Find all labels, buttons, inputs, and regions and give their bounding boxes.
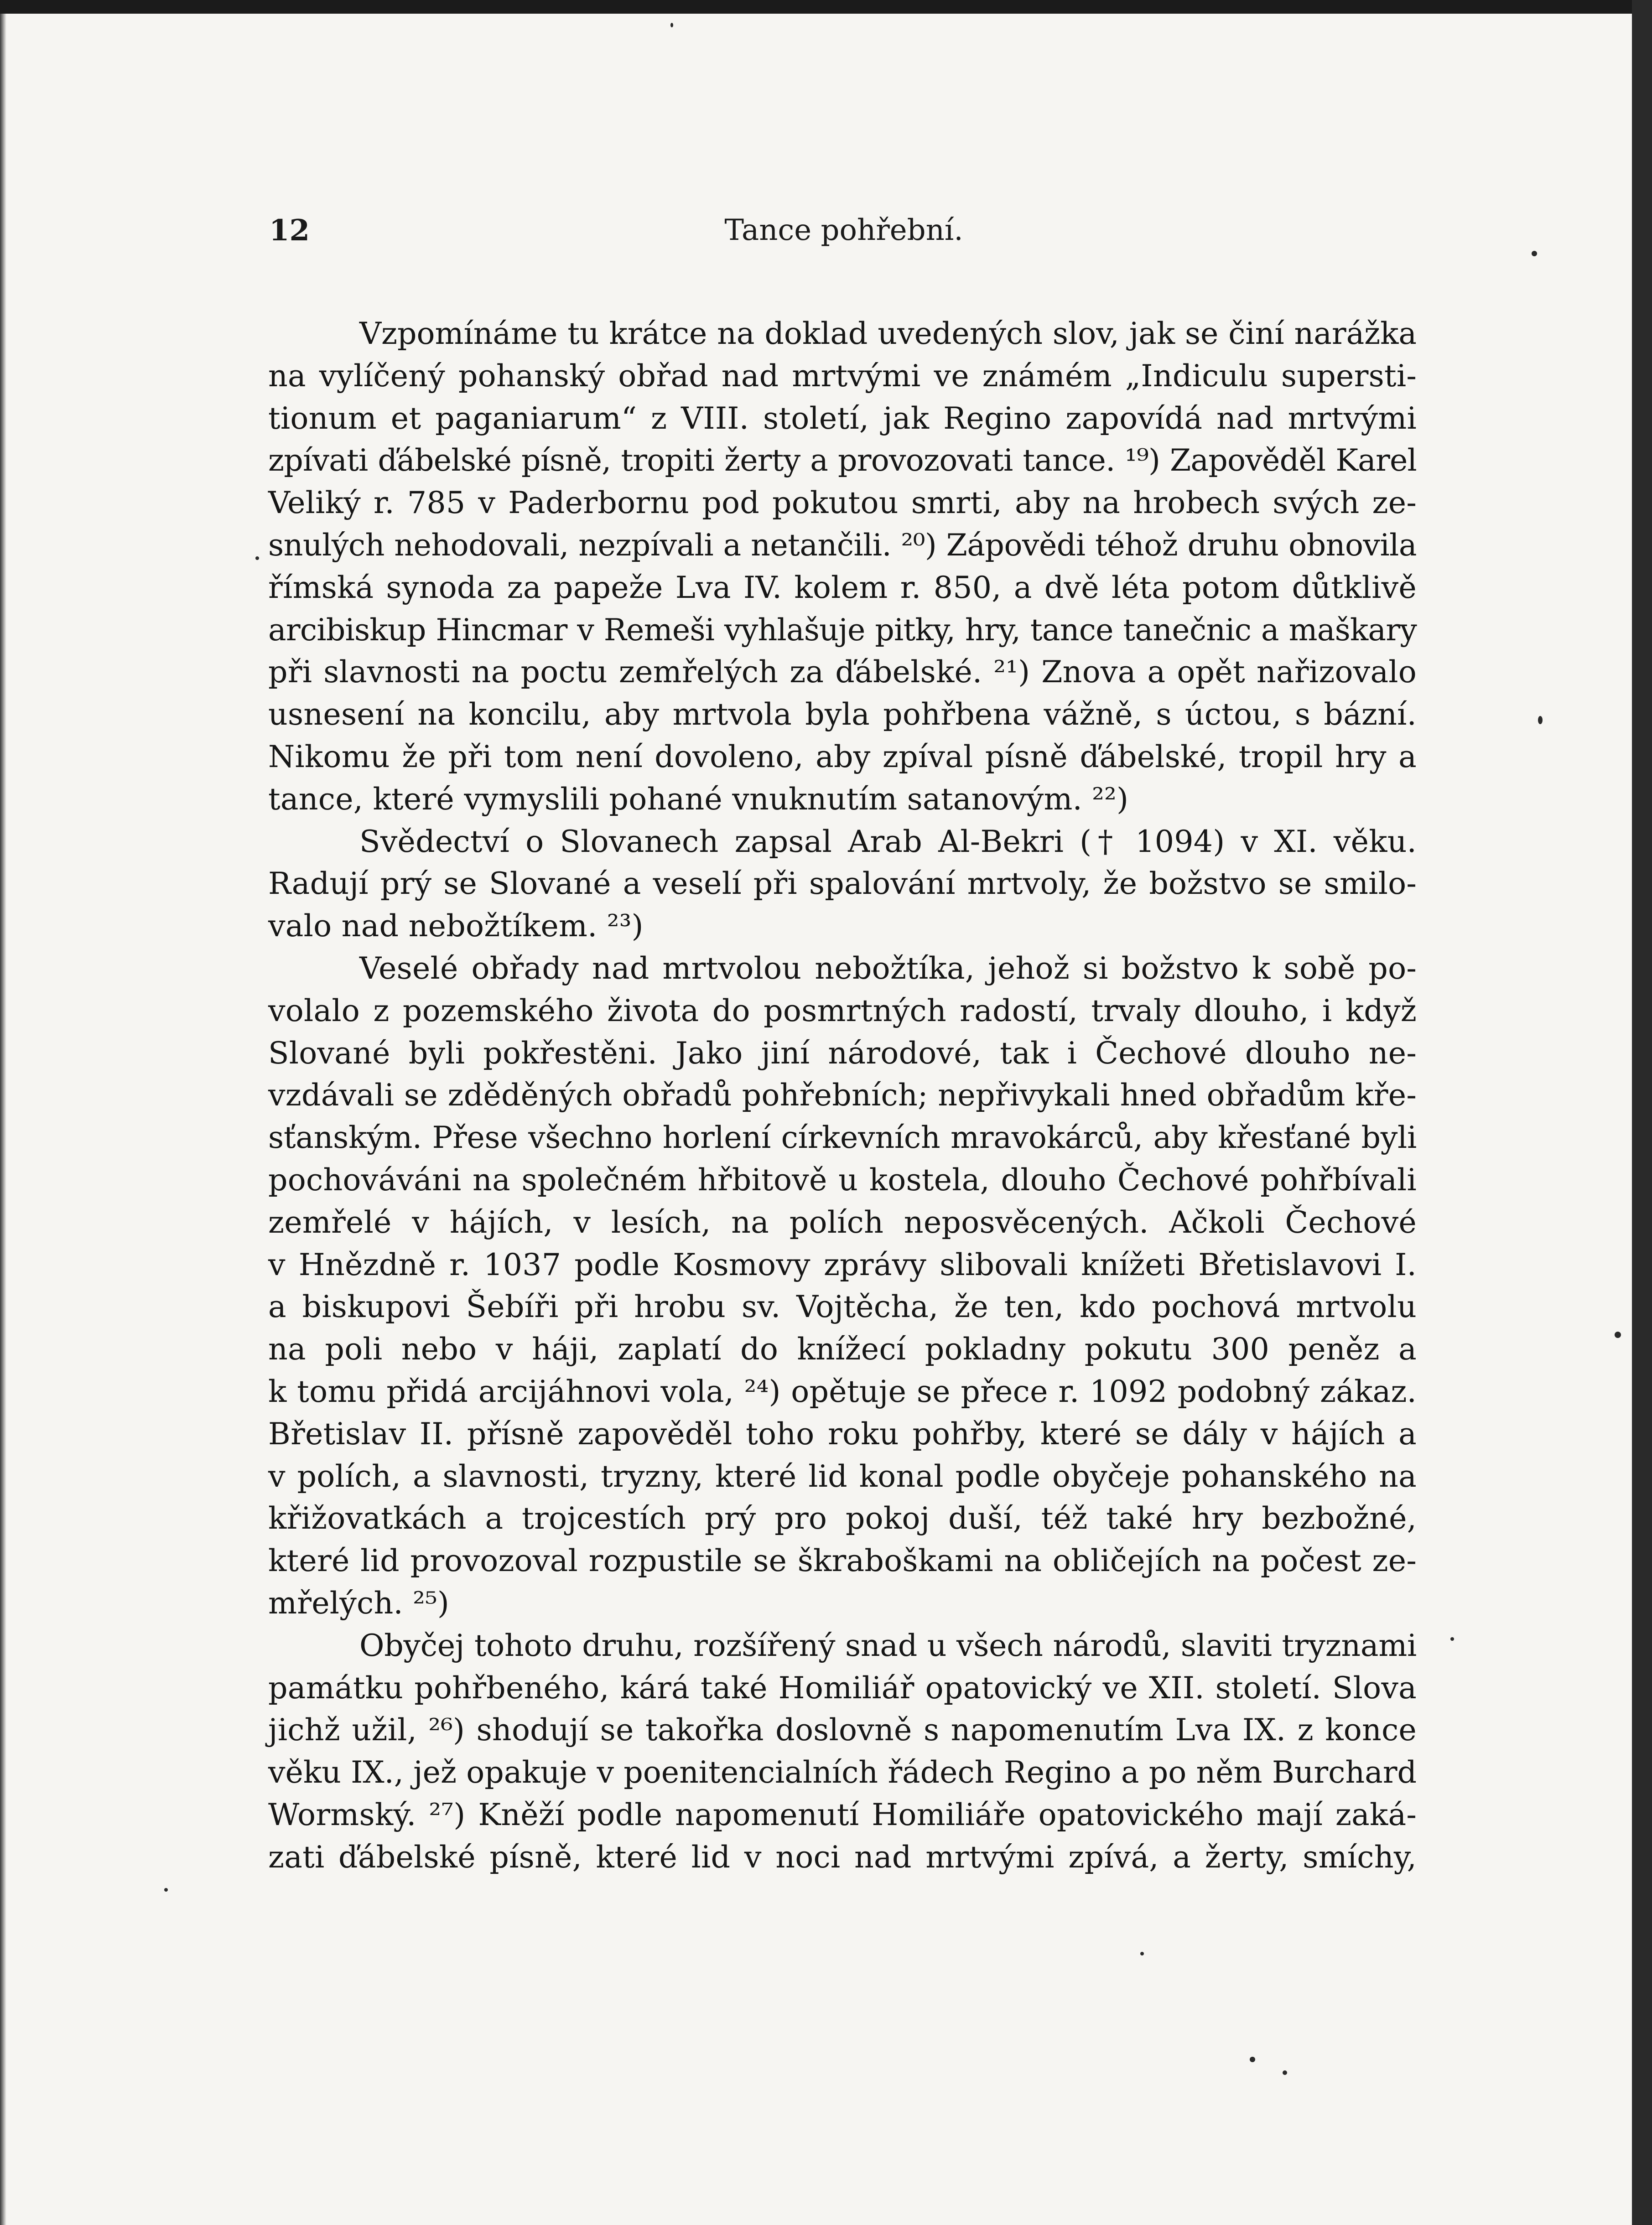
text-line: Veliký r. 785 v Paderbornu pod pokutou smrti, aby na hrobech svých ze- <box>268 485 1417 521</box>
text-line: jichž užil, ²⁶) shodují se takořka doslovně s napomenutím Lva IX. z konce <box>268 1712 1417 1748</box>
scan-speck <box>255 556 259 560</box>
text-line: Obyčej tohoto druhu, rozšířený snad u všech národů, slaviti tryznami <box>359 1627 1417 1663</box>
scan-speck <box>1538 716 1543 724</box>
text-line: které lid provozoval rozpustile se škraboškami na obličejích na počest ze- <box>268 1543 1417 1579</box>
text-line: Vzpomínáme tu krátce na doklad uvedených slov, jak se činí narážka <box>359 316 1417 351</box>
text-line: tance, které vymyslili pohané vnuknutím satanovým. ²²) <box>268 781 1129 817</box>
text-line: zati ďábelské písně, které lid v noci nad mrtvými zpívá, a žerty, smíchy, <box>268 1839 1417 1875</box>
text-line: vzdávali se zděděných obřadů pohřebních; nepřivykali hned obřadům kře- <box>268 1077 1417 1113</box>
text-line: zemřelé v hájích, v lesích, na polích neposvěcených. Ačkoli Čechové <box>268 1204 1417 1240</box>
text-line: Břetislav II. přísně zapověděl toho roku pohřby, které se dály v hájích a <box>268 1416 1417 1452</box>
text-line: volalo z pozemského života do posmrtných radostí, trvaly dlouho, i když <box>268 992 1417 1028</box>
scan-speck <box>670 23 673 27</box>
scan-speck <box>1532 251 1537 256</box>
text-line: k tomu přidá arcijáhnovi vola, ²⁴) opětuje se přece r. 1092 podobný zákaz. <box>268 1373 1417 1409</box>
text-line: Nikomu že při tom není dovoleno, aby zpíval písně ďábelské, tropil hry a <box>268 738 1417 774</box>
scan-speck <box>1615 1332 1621 1338</box>
text-line: věku IX., jež opakuje v poenitencialních řádech Regino a po něm Burchard <box>268 1754 1417 1790</box>
page-number: 12 <box>269 213 310 248</box>
text-line: památku pohřbeného, kárá také Homiliář opatovický ve XII. století. Slova <box>268 1670 1417 1706</box>
text-line: Wormský. ²⁷) Kněží podle napomenutí Homiliáře opatovického mají zaká- <box>268 1796 1417 1832</box>
text-line: v Hnězdně r. 1037 podle Kosmovy zprávy slibovali knížeti Břetislavovi I. <box>268 1246 1417 1282</box>
text-line: Svědectví o Slovanech zapsal Arab Al-Bekri († 1094) v XI. věku. <box>359 823 1417 859</box>
text-line: usnesení na koncilu, aby mrtvola byla pohřbena vážně, s úctou, s bázní. <box>268 696 1417 732</box>
scan-speck <box>1140 1952 1144 1955</box>
scan-speck <box>1250 2057 1255 2062</box>
text-line: římská synoda za papeže Lva IV. kolem r. 850, a dvě léta potom důtklivě <box>268 569 1417 605</box>
body-text <box>268 312 1417 1878</box>
scan-speck <box>1450 1637 1454 1641</box>
running-header <box>269 213 1418 259</box>
text-line: arcibiskup Hincmar v Remeši vyhlašuje pitky, hry, tance tanečnic a maškary <box>268 612 1417 648</box>
scan-speck <box>1283 2070 1287 2075</box>
page-edge-shadow <box>0 14 6 2225</box>
text-line: snulých nehodovali, nezpívali a netančili. ²⁰) Zápovědi téhož druhu obnovila <box>268 527 1417 563</box>
text-line: mřelých. ²⁵) <box>268 1585 450 1621</box>
text-line: křižovatkách a trojcestích prý pro pokoj duší, též také hry bezbožné, <box>268 1500 1417 1536</box>
text-line: tionum et paganiarum“ z VIII. století, jak Regino zapovídá nad mrtvými <box>268 400 1417 436</box>
scan-border <box>1632 0 1652 2225</box>
scanned-page <box>0 14 1632 2225</box>
text-line: při slavnosti na poctu zemřelých za ďábelské. ²¹) Znova a opět nařizovalo <box>268 654 1417 690</box>
text-line: Veselé obřady nad mrtvolou nebožtíka, jehož si božstvo k sobě po- <box>359 950 1417 986</box>
running-title: Tance pohřební. <box>724 213 963 247</box>
text-line: a biskupovi Šebíři při hrobu sv. Vojtěcha, že ten, kdo pochová mrtvolu <box>268 1289 1417 1325</box>
text-line: Slované byli pokřestěni. Jako jiní národové, tak i Čechové dlouho ne- <box>268 1035 1417 1071</box>
text-line: na vylíčený pohanský obřad nad mrtvými ve známém „Indiculu supersti- <box>268 358 1417 394</box>
text-line: v polích, a slavnosti, tryzny, které lid konal podle obyčeje pohanského na <box>268 1458 1417 1494</box>
text-line: zpívati ďábelské písně, tropiti žerty a provozovati tance. ¹⁹) Zapověděl Karel <box>268 442 1417 478</box>
text-line: Radují prý se Slované a veselí při spalování mrtvoly, že božstvo se smilo- <box>268 866 1417 902</box>
text-line: pochováváni na společném hřbitově u kostela, dlouho Čechové pohřbívali <box>268 1162 1417 1198</box>
text-line: na poli nebo v háji, zaplatí do knížecí pokladny pokutu 300 peněz a <box>268 1331 1417 1367</box>
scan-speck <box>164 1888 168 1892</box>
text-line: valo nad nebožtíkem. ²³) <box>268 908 644 944</box>
text-line: sťanským. Přese všechno horlení církevních mravokárců, aby křesťané byli <box>268 1120 1417 1156</box>
